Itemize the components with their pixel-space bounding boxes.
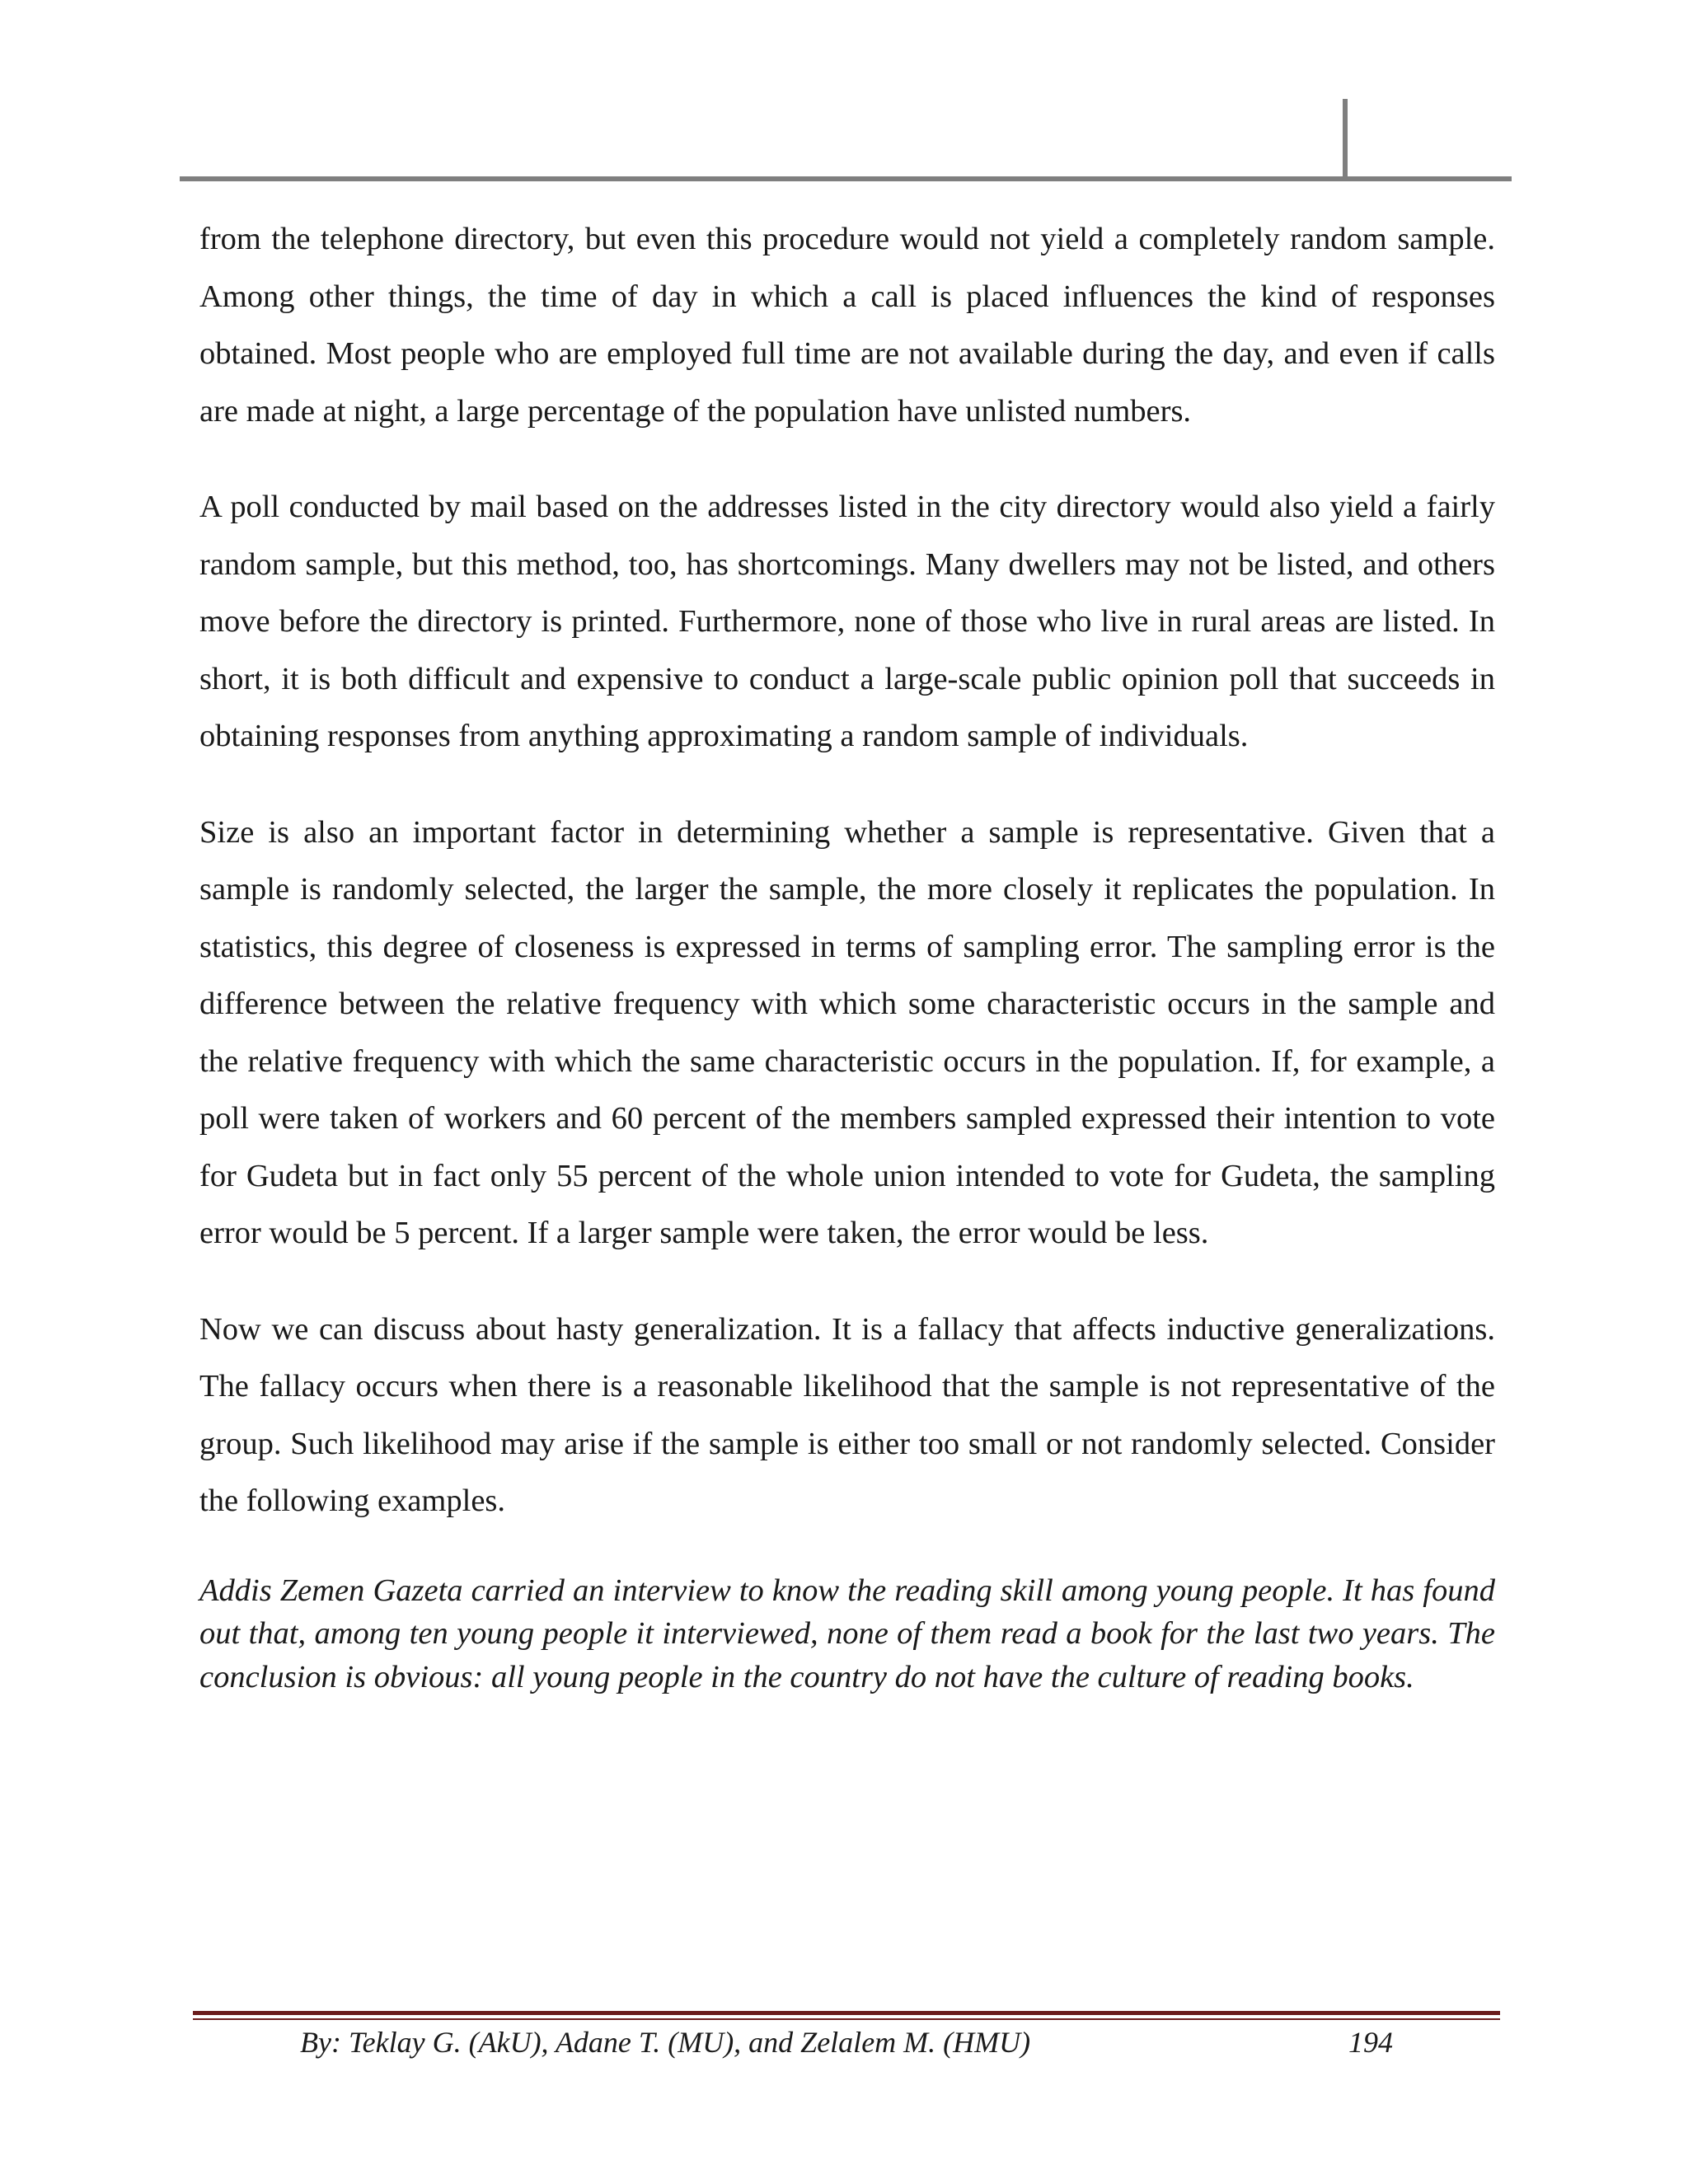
header-horizontal-rule — [180, 176, 1512, 181]
header-vertical-rule — [1343, 99, 1348, 180]
paragraph-mail-poll: A poll conducted by mail based on the addresses listed in the city directory would also yield a fairly random sample, but this method, too, has shortcomings. Many dwellers may not be listed, and others move before the directory is printed. Furthermore, none of those who live in rural areas are listed. In short, it is both difficult and expensive to conduct a large-scale public opinion poll that succeeds in obtaining responses from anything approximating a random sample of individuals. — [199, 490, 1495, 753]
footer-authors: By: Teklay G. (AkU), Adane T. (MU), and Zelalem M. (HMU) — [300, 2026, 1031, 2059]
footer-rule-thin — [193, 2018, 1500, 2020]
example-quote: Addis Zemen Gazeta carried an interview to know the reading skill among young people. It has found out that, among ten young people it interviewed, none of them read a book for the last two years. The conclusion is obvious: all young people in the country do not have the culture of reading books. — [199, 1572, 1495, 1694]
paragraph-hasty-generalization: Now we can discuss about hasty generalization. It is a fallacy that affects inductive generalizations. The fallacy occurs when there is a reasonable likelihood that the sample is not representative of the group. Such likelihood may arise if the sample is either too small or not randomly selected. Consider the following examples. — [199, 1311, 1495, 1518]
paragraph-sample-size: Size is also an important factor in determining whether a sample is representative. Given that a sample is randomly selected, the larger the sample, the more closely it replicates the population. In statistics, this degree of closeness is expressed in terms of sampling error. The sampling error is the difference between the relative frequency with which some characteristic occurs in the sample and the relative frequency with which the same characteristic occurs in the population. If, for example, a poll were taken of workers and 60 percent of the members sampled expressed their intention to vote for Gudeta but in fact only 55 percent of the whole union intended to vote for Gudeta, the sampling error would be 5 percent. If a larger sample were taken, the error would be less. — [199, 814, 1495, 1250]
footer-rule-thick — [193, 2011, 1500, 2015]
page-number: 194 — [1348, 2026, 1393, 2059]
page-body — [199, 211, 1495, 1699]
paragraph-telephone-directory: from the telephone directory, but even this procedure would not yield a completely random sample. Among other things, the time of day in which a call is placed influences the kind of responses obtained. Most people who are employed full time are not available during the day, and even if calls are made at night, a large percentage of the population have unlisted numbers. — [199, 222, 1495, 429]
